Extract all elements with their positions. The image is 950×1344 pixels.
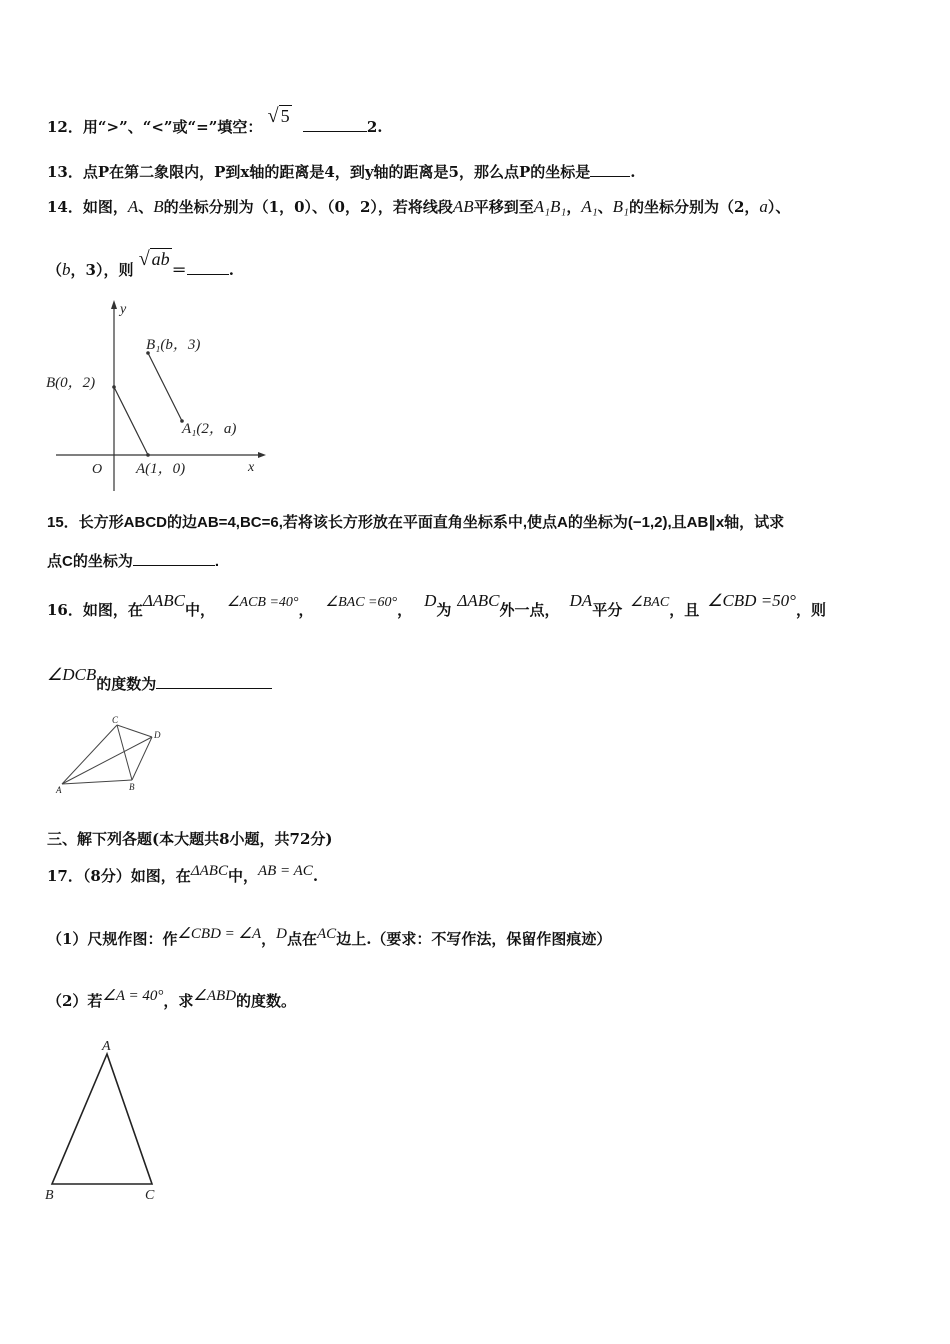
segment-ad (62, 737, 152, 784)
q12-prefix: 12．用“>”、“<”或“=”填空： (47, 118, 263, 136)
label-a: A(1，0) (136, 461, 186, 477)
origin-label: O (92, 462, 103, 477)
question-12 (47, 105, 383, 137)
axis-label-x: x (248, 460, 255, 475)
question-15-line-1: 15．长方形ABCD的边AB=4,BC=6,若将该长方形放在平面直角坐标系中,使点A的坐标为(−1,2),且AB∥x轴，试求 (47, 514, 785, 531)
axis-label-y: y (120, 302, 127, 317)
answer-blank-12[interactable] (303, 117, 367, 132)
q16-quadrilateral-figure (55, 715, 175, 795)
segment-cd (117, 725, 152, 737)
label-b1: B₁(b，3) (146, 337, 201, 353)
question-15-line-2: 点C的坐标为 . (47, 553, 220, 570)
point-b (112, 385, 116, 389)
label-b: B(0，2) (46, 375, 96, 391)
segment-bd (132, 737, 152, 780)
q17-isosceles-triangle-figure (40, 1036, 170, 1206)
label-b: B (129, 782, 135, 792)
segment-a1b1 (148, 353, 182, 421)
question-17-part-1: （1）尺规作图：作∠CBD = ∠A，D点在AC边上.（要求：不写作法，保留作图痕迹） (47, 926, 612, 948)
question-17: 17．（8分）如图，在ΔABC中，AB = AC. (47, 863, 319, 885)
segment-cb (117, 725, 132, 780)
triangle-abc (52, 1054, 152, 1184)
label-a: A (102, 1039, 111, 1054)
question-13: 13．点P在第二象限内，P到x轴的距离是4，到y轴的距离是5，那么点P的坐标是 . (47, 163, 636, 181)
question-17-part-2: （2）若∠A = 40°，求∠ABD的度数。 (47, 988, 297, 1010)
answer-blank-16[interactable] (156, 674, 272, 689)
x-axis-arrow-icon (258, 452, 266, 458)
question-16-line-1: 16．如图，在ΔABC中， ∠ACB =40°， ∠BAC =60°， D为 ΔABC外一点， DA平分 ∠BAC，且 ∠CBD =50°，则 (47, 591, 826, 619)
label-a1: A₁(2，a) (182, 421, 237, 437)
label-c: C (145, 1188, 155, 1203)
answer-blank-14[interactable] (187, 260, 229, 275)
sqrt-ab: √ ab (138, 248, 170, 270)
answer-blank-13[interactable] (590, 162, 630, 177)
label-d: D (154, 730, 161, 740)
q14-coordinate-figure (40, 295, 270, 495)
label-a: A (56, 785, 62, 795)
y-axis-arrow-icon (111, 300, 117, 309)
question-16-line-2: ∠DCB的度数为 (47, 674, 272, 694)
answer-blank-15[interactable] (133, 551, 215, 566)
q13-text: 13．点P在第二象限内，P到x轴的距离是4，到y轴的距离是5，那么点P的坐标是 (47, 163, 591, 181)
label-c: C (112, 715, 119, 725)
question-14-line-2: （b，3），则 √ ab＝ . (47, 248, 234, 279)
q12-suffix: 2. (366, 118, 383, 136)
segment-ab (62, 780, 132, 784)
label-b: B (45, 1188, 54, 1203)
segment-ac (62, 725, 117, 784)
question-14-line-1: 14．如图，A、B的坐标分别为（1，0）、（0，2），若将线段AB平移到至A₁B₁，A₁、B₁的坐标分别为（2，a）、 (47, 197, 791, 216)
segment-ab (114, 387, 148, 455)
section-3-title: 三、解下列各题(本大题共8小题，共72分) (47, 830, 333, 848)
point-a (146, 453, 150, 457)
sqrt-5: √ 5 (267, 105, 290, 127)
